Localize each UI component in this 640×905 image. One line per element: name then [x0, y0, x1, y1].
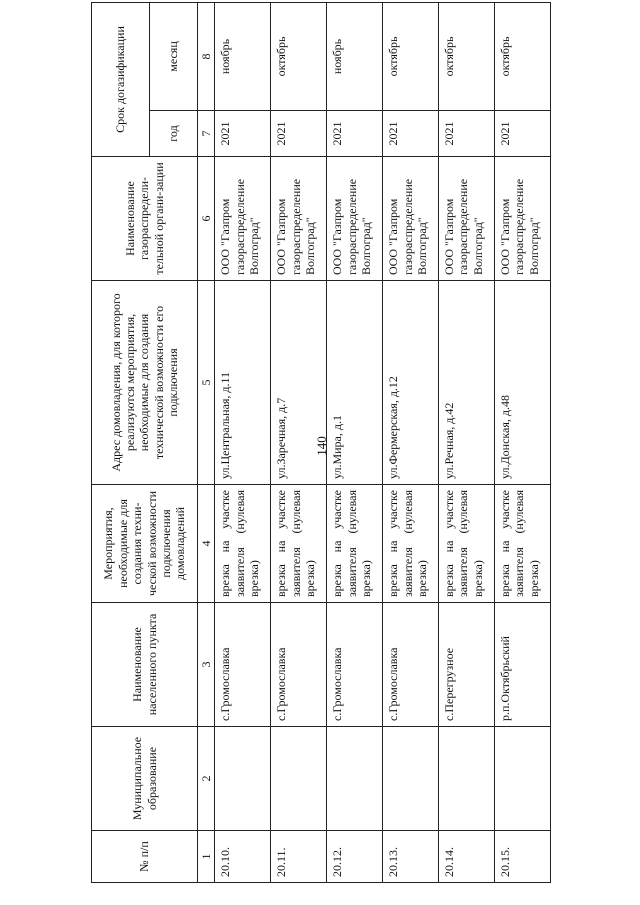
row-number: 20.14. — [439, 831, 495, 883]
row-organization: ООО "Газпром газораспределение Волгоград" — [327, 157, 383, 281]
header-activity: Мероприятия, необходимые для создания техни-ческой возможности подключения домовладений — [92, 485, 198, 603]
table-row — [439, 2, 495, 882]
row-settlement: с.Перегрузное — [439, 603, 495, 727]
row-municipality — [215, 727, 271, 831]
row-year: 2021 — [271, 111, 327, 157]
rotated-page — [91, 3, 551, 883]
row-municipality — [439, 727, 495, 831]
header-organization: Наименование газораспредели-тельной органи-зации — [92, 157, 198, 281]
row-municipality — [327, 727, 383, 831]
page-number: 140 — [313, 436, 329, 456]
row-municipality — [495, 727, 551, 831]
row-year: 2021 — [327, 111, 383, 157]
row-settlement: с.Громославка — [327, 603, 383, 727]
table-row — [215, 2, 271, 882]
header-settlement: Наименование населенного пункта — [92, 603, 198, 727]
row-address: ул.Речная, д.42 — [439, 281, 495, 485]
column-number: 4 — [198, 485, 215, 603]
row-settlement: с.Громославка — [383, 603, 439, 727]
column-number-row — [198, 2, 215, 882]
table-row — [327, 2, 383, 882]
row-settlement: р.п.Октябрьский — [495, 603, 551, 727]
column-number: 1 — [198, 831, 215, 883]
header-municipality: Муниципальное образование — [92, 727, 198, 831]
row-organization: ООО "Газпром газораспределение Волгоград" — [271, 157, 327, 281]
column-number: 2 — [198, 727, 215, 831]
row-organization: ООО "Газпром газораспределение Волгоград" — [495, 157, 551, 281]
column-number: 5 — [198, 281, 215, 485]
row-organization: ООО "Газпром газораспределение Волгоград" — [383, 157, 439, 281]
row-number: 20.15. — [495, 831, 551, 883]
header-number: № п/п — [92, 831, 198, 883]
row-month: октябрь — [271, 2, 327, 110]
row-municipality — [383, 727, 439, 831]
header-month: месяц — [150, 2, 198, 110]
row-year: 2021 — [439, 111, 495, 157]
row-activity: врезка на участке заявителя (нулевая врезка) — [215, 485, 271, 603]
row-settlement: с.Громославка — [215, 603, 271, 727]
row-activity: врезка на участке заявителя (нулевая врезка) — [439, 485, 495, 603]
column-number: 8 — [198, 2, 215, 110]
table-row — [495, 2, 551, 882]
row-month: октябрь — [439, 2, 495, 110]
row-organization: ООО "Газпром газораспределение Волгоград" — [439, 157, 495, 281]
gasification-table — [91, 2, 551, 883]
header-year: год — [150, 111, 198, 157]
row-month: октябрь — [495, 2, 551, 110]
row-address: ул.Заречная, д.7 — [271, 281, 327, 485]
row-organization: ООО "Газпром газораспределение Волгоград" — [215, 157, 271, 281]
row-settlement: с.Громославка — [271, 603, 327, 727]
table-row — [383, 2, 439, 882]
row-number: 20.13. — [383, 831, 439, 883]
row-number: 20.10. — [215, 831, 271, 883]
column-number: 3 — [198, 603, 215, 727]
row-number: 20.12. — [327, 831, 383, 883]
row-address: ул.Центральная, д.11 — [215, 281, 271, 485]
header-address: Адрес домовладения, для которого реализуются мероприятия, необходимые для создания технической возможности его подключения — [92, 281, 198, 485]
row-year: 2021 — [383, 111, 439, 157]
row-number: 20.11. — [271, 831, 327, 883]
header-deadline: Срок догазификации — [92, 2, 150, 156]
row-activity: врезка на участке заявителя (нулевая врезка) — [327, 485, 383, 603]
row-month: октябрь — [383, 2, 439, 110]
row-activity: врезка на участке заявителя (нулевая врезка) — [495, 485, 551, 603]
row-activity: врезка на участке заявителя (нулевая врезка) — [383, 485, 439, 603]
row-year: 2021 — [215, 111, 271, 157]
row-address: ул.Донская, д.48 — [495, 281, 551, 485]
column-number: 6 — [198, 157, 215, 281]
row-municipality — [271, 727, 327, 831]
column-number: 7 — [198, 111, 215, 157]
row-month: ноябрь — [215, 2, 271, 110]
row-activity: врезка на участке заявителя (нулевая врезка) — [271, 485, 327, 603]
table-row — [271, 2, 327, 882]
row-year: 2021 — [495, 111, 551, 157]
row-address: ул.Мира, д.1 — [327, 281, 383, 485]
row-month: ноябрь — [327, 2, 383, 110]
row-address: ул.Фермерская, д.12 — [383, 281, 439, 485]
